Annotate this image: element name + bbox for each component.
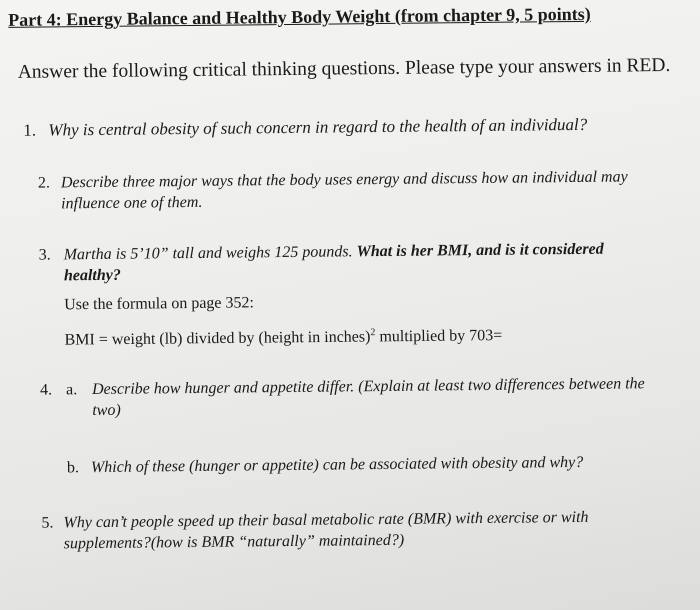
question-4a-line-2: two) <box>92 401 121 420</box>
question-2-line-2: influence one of them. <box>61 193 203 213</box>
question-2-line-1: Describe three major ways that the body uses energy and discuss how an individual may <box>60 168 628 192</box>
question-4b <box>67 452 584 478</box>
question-4b-text: Which of these (hunger or appetite) can be associated with obesity and why? <box>90 453 584 477</box>
instructions-text: Answer the following critical thinking questions. Please type your answers in RED. <box>17 54 671 83</box>
question-3-bold-text-continued: healthy? <box>63 266 121 285</box>
question-4-number: 4. <box>39 381 53 399</box>
question-3-formula <box>64 319 699 351</box>
question-1-number: 1. <box>23 120 37 140</box>
question-3-text: Martha is 5’10” tall and weighs 125 pounds. <box>63 243 357 264</box>
question-4 <box>40 373 700 422</box>
question-3-bold-text: What is her BMI, and is it considered <box>356 240 604 261</box>
formula-prefix: BMI = weight (lb) divided by (height in inches) <box>64 328 371 349</box>
formula-suffix: multiplied by 703= <box>375 327 503 346</box>
question-5-number: 5. <box>41 514 54 532</box>
question-5 <box>41 506 700 555</box>
question-2-number: 2. <box>37 174 51 192</box>
question-1-text: Why is central obesity of such concern in regard to the health of an individual? <box>48 114 588 140</box>
question-5-line-2: supplements?(how is BMR “naturally” maintained?) <box>63 531 405 553</box>
question-3-number: 3. <box>38 246 51 264</box>
question-4a-label: a. <box>65 381 78 399</box>
question-3 <box>39 238 700 351</box>
question-2 <box>38 166 698 215</box>
section-heading: Part 4: Energy Balance and Healthy Body Weight (from chapter 9, 5 points) <box>8 3 591 30</box>
formula-exponent: 2 <box>370 327 376 339</box>
question-4a-line-1: Describe how hunger and appetite differ. (Explain at least two differences between the <box>91 375 645 399</box>
question-4b-label: b. <box>66 459 79 477</box>
question-3-formula-intro: Use the formula on page 352: <box>64 294 255 314</box>
question-1 <box>23 114 587 141</box>
question-5-line-1: Why can’t people speed up their basal metabolic rate (BMR) with exercise or with <box>63 508 589 532</box>
